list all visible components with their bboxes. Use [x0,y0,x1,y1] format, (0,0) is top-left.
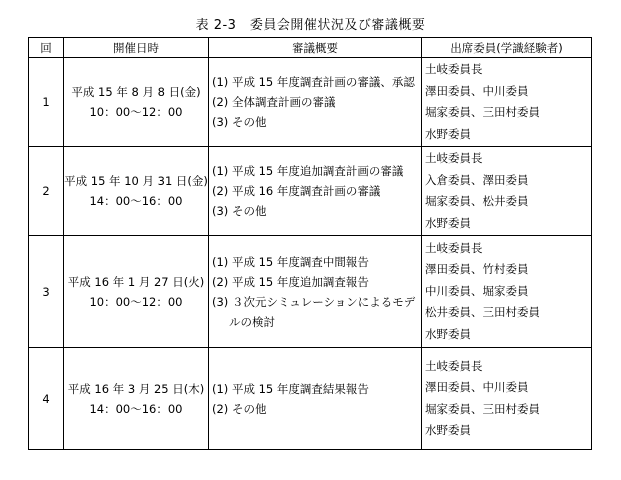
meeting-date: 平成 15 年 8 月 8 日(金) [71,85,201,99]
attendee-line: 土岐委員長 [425,151,483,165]
agenda-item: (3) その他 [212,204,267,218]
attendee-line: 水野委員 [425,423,471,437]
meeting-time: 10：00～12：00 [89,105,183,119]
attendee-line: 土岐委員長 [425,358,483,373]
attendee-line: 澤田委員、中川委員 [425,380,529,394]
agenda-item: (2) 平成 16 年度調査計画の審議 [212,184,381,198]
table-row [29,236,592,348]
attendee-list [422,236,592,348]
attendee-line: 澤田委員、竹村委員 [425,262,529,277]
header-row [29,38,592,58]
agenda-item: (3) ３次元シミュレーションによるモデルの検討 [212,294,416,329]
attendee-list [422,348,592,450]
agenda-item: (2) 平成 15 年度追加調査報告 [212,274,369,289]
meeting-datetime [64,348,209,450]
agenda-item: (1) 平成 15 年度追加調査計画の審議 [212,164,404,178]
meeting-date: 平成 16 年 3 月 25 日(木) [67,381,205,396]
agenda-item: (1) 平成 15 年度調査計画の審議、承認 [212,75,415,89]
agenda-list [209,147,422,236]
meeting-time: 10：00～12：00 [89,294,183,309]
agenda-item: (1) 平成 15 年度調査中間報告 [212,254,369,269]
table-row [29,58,592,147]
agenda-item: (2) その他 [212,401,267,416]
attendee-line: 土岐委員長 [425,240,483,255]
agenda-item: (1) 平成 15 年度調査結果報告 [212,381,369,396]
attendee-line: 水野委員 [425,126,471,141]
attendee-line: 中川委員、堀家委員 [425,283,529,298]
header-items: 審議概要 [209,38,422,58]
meeting-number: 3 [29,236,64,348]
attendee-line: 堀家委員、松井委員 [425,194,529,208]
attendee-line: 水野委員 [425,326,471,341]
meeting-number: 2 [29,147,64,236]
table-row [29,348,592,450]
table-title: 表 2-3 委員会開催状況及び審議概要 [195,18,426,33]
agenda-list [209,236,422,348]
agenda-item: (2) 全体調査計画の審議 [212,95,336,109]
header-members: 出席委員(学識経験者) [422,38,592,58]
table-row [29,147,592,236]
attendee-line: 入倉委員、澤田委員 [425,172,529,187]
attendee-list [422,58,592,147]
meeting-time: 14：00～16：00 [89,194,183,208]
header-no: 回 [29,38,64,58]
meeting-date: 平成 16 年 1 月 27 日(火) [67,274,205,289]
meeting-number: 4 [29,348,64,450]
meeting-datetime [64,58,209,147]
meeting-table [28,37,592,450]
attendee-line: 澤田委員、中川委員 [425,83,529,98]
meeting-datetime [64,147,209,236]
agenda-list [209,348,422,450]
attendee-line: 松井委員、三田村委員 [425,305,540,320]
meeting-datetime [64,236,209,348]
attendee-line: 土岐委員長 [425,62,483,76]
attendee-line: 堀家委員、三田村委員 [425,401,540,416]
header-date: 開催日時 [64,38,209,58]
meeting-date: 平成 15 年 10 月 31 日(金) [64,174,208,188]
attendee-line: 堀家委員、三田村委員 [425,105,540,119]
agenda-list [209,58,422,147]
agenda-item: (3) その他 [212,115,267,129]
meeting-time: 14：00～16：00 [89,401,183,416]
attendee-list [422,147,592,236]
attendee-line: 水野委員 [425,215,471,230]
meeting-number: 1 [29,58,64,147]
